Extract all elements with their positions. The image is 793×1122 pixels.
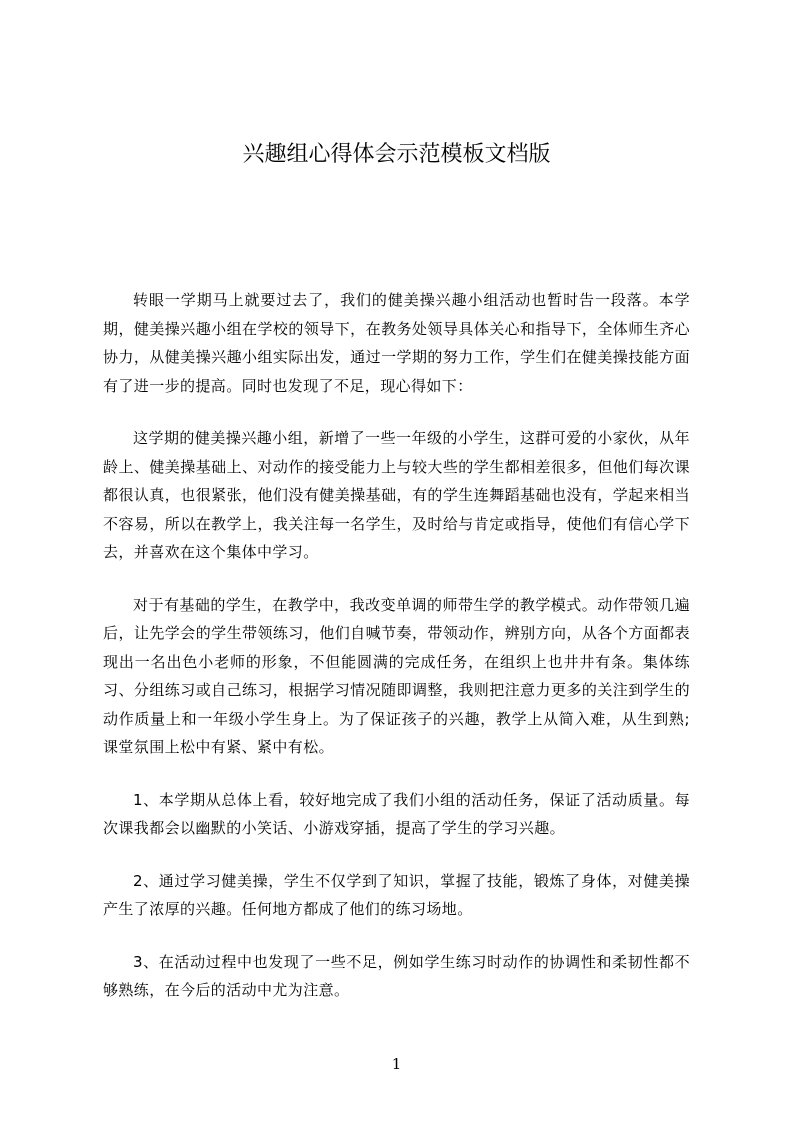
paragraph-point-2: 2、通过学习健美操，学生不仅学到了知识，掌握了技能，锻炼了身体，对健美操产生了浓厚的兴趣。任何地方都成了他们的练习场地。 (103, 871, 690, 918)
document-body (103, 286, 690, 1029)
page-number: 1 (391, 1055, 402, 1073)
paragraph-new-students: 这学期的健美操兴趣小组，新增了一些一年级的小学生，这群可爱的小家伙，从年龄上、健美操基础上、对动作的接受能力上与较大些的学生都相差很多，但他们每次课都很认真，也很紧张，他们没有健美操基础，有的学生连舞蹈基础也没有，学起来相当不容易，所以在教学上，我关注每一名学生，及时给与肯定或指导，使他们有信心学下去，并喜欢在这个集体中学习。 (103, 429, 690, 561)
paragraph-point-1: 1、本学期从总体上看，较好地完成了我们小组的活动任务，保证了活动质量。每次课我都会以幽默的小笑话、小游戏穿插，提高了学生的学习兴趣。 (103, 790, 690, 837)
document-title: 兴趣组心得体会示范模板文档版 (242, 142, 551, 167)
paragraph-intro: 转眼一学期马上就要过去了，我们的健美操兴趣小组活动也暂时告一段落。本学期，健美操兴趣小组在学校的领导下，在教务处领导具体关心和指导下，全体师生齐心协力，从健美操兴趣小组实际出发，通过一学期的努力工作，学生们在健美操技能方面有了进一步的提高。同时也发现了不足，现心得如下： (103, 291, 690, 395)
paragraph-point-3: 3、在活动过程中也发现了一些不足，例如学生练习时动作的协调性和柔韧性都不够熟练，在今后的活动中尤为注意。 (103, 952, 690, 999)
paragraph-teaching-mode: 对于有基础的学生，在教学中，我改变单调的师带生学的教学模式。动作带领几遍后，让先学会的学生带领练习，他们自喊节奏，带领动作，辨别方向，从各个方面都表现出一名出色小老师的形象，不但能圆满的完成任务，在组织上也井井有条。集体练习、分组练习或自己练习，根据学习情况随即调整，我则把注意力更多的关注到学生的动作质量上和一年级小学生身上。为了保证孩子的兴趣，教学上从简入难，从生到熟;课堂氛围上松中有紧、紧中有松。 (103, 595, 690, 756)
